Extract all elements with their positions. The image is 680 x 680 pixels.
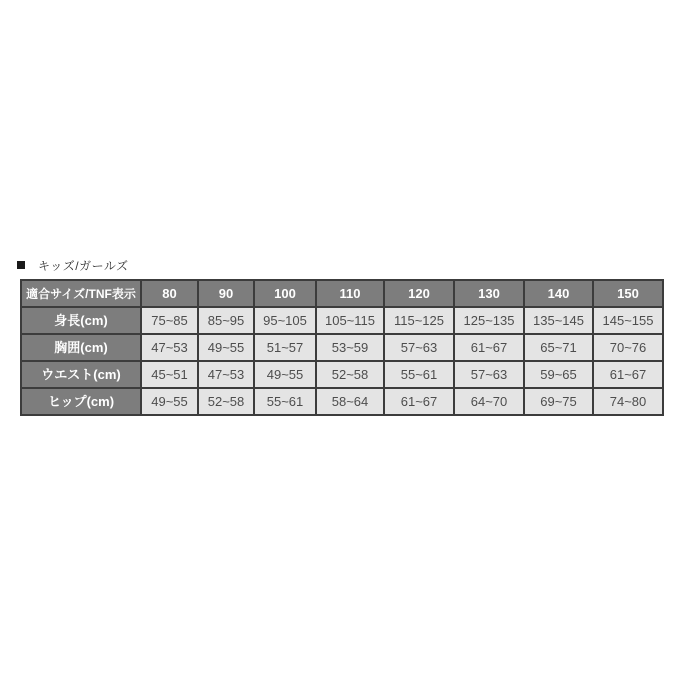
measurement-range-cell: 55~61 <box>384 361 454 388</box>
measurement-range-cell: 61~67 <box>454 334 524 361</box>
measurement-range-cell: 51~57 <box>254 334 316 361</box>
measurement-range-cell: 45~51 <box>141 361 198 388</box>
measurement-range-cell: 125~135 <box>454 307 524 334</box>
row-label-cell: ウエスト(cm) <box>21 361 141 388</box>
measurement-range-cell: 75~85 <box>141 307 198 334</box>
kids-girls-size-table <box>20 279 664 416</box>
measurement-range-cell: 85~95 <box>198 307 254 334</box>
measurement-range-cell: 70~76 <box>593 334 663 361</box>
measurement-range-cell: 69~75 <box>524 388 593 415</box>
measurement-range-cell: 65~71 <box>524 334 593 361</box>
measurement-range-cell: 52~58 <box>198 388 254 415</box>
row-label-cell: ヒップ(cm) <box>21 388 141 415</box>
measurement-range-cell: 95~105 <box>254 307 316 334</box>
section-title: キッズ/ガールズ <box>38 258 129 273</box>
table-row <box>21 307 663 334</box>
measurement-range-cell: 57~63 <box>454 361 524 388</box>
measurement-range-cell: 61~67 <box>384 388 454 415</box>
measurement-range-cell: 53~59 <box>316 334 384 361</box>
measurement-range-cell: 52~58 <box>316 361 384 388</box>
table-header-row <box>21 280 663 307</box>
measurement-range-cell: 115~125 <box>384 307 454 334</box>
measurement-range-cell: 49~55 <box>198 334 254 361</box>
measurement-range-cell: 55~61 <box>254 388 316 415</box>
square-bullet-icon <box>17 261 25 269</box>
corner-header-cell: 適合サイズ/TNF表示 <box>21 280 141 307</box>
table-row <box>21 388 663 415</box>
measurement-range-cell: 49~55 <box>141 388 198 415</box>
measurement-range-cell: 49~55 <box>254 361 316 388</box>
size-column-header: 120 <box>384 280 454 307</box>
size-column-header: 150 <box>593 280 663 307</box>
size-column-header: 110 <box>316 280 384 307</box>
measurement-range-cell: 47~53 <box>141 334 198 361</box>
size-column-header: 100 <box>254 280 316 307</box>
measurement-range-cell: 61~67 <box>593 361 663 388</box>
measurement-range-cell: 74~80 <box>593 388 663 415</box>
row-label-cell: 胸囲(cm) <box>21 334 141 361</box>
size-column-header: 130 <box>454 280 524 307</box>
table-body <box>21 307 663 415</box>
size-chart-section-heading <box>17 257 129 273</box>
table-row <box>21 361 663 388</box>
measurement-range-cell: 59~65 <box>524 361 593 388</box>
size-column-header: 140 <box>524 280 593 307</box>
table-row <box>21 334 663 361</box>
size-column-header: 80 <box>141 280 198 307</box>
measurement-range-cell: 64~70 <box>454 388 524 415</box>
measurement-range-cell: 145~155 <box>593 307 663 334</box>
measurement-range-cell: 105~115 <box>316 307 384 334</box>
measurement-range-cell: 47~53 <box>198 361 254 388</box>
measurement-range-cell: 135~145 <box>524 307 593 334</box>
size-column-header: 90 <box>198 280 254 307</box>
measurement-range-cell: 57~63 <box>384 334 454 361</box>
row-label-cell: 身長(cm) <box>21 307 141 334</box>
measurement-range-cell: 58~64 <box>316 388 384 415</box>
